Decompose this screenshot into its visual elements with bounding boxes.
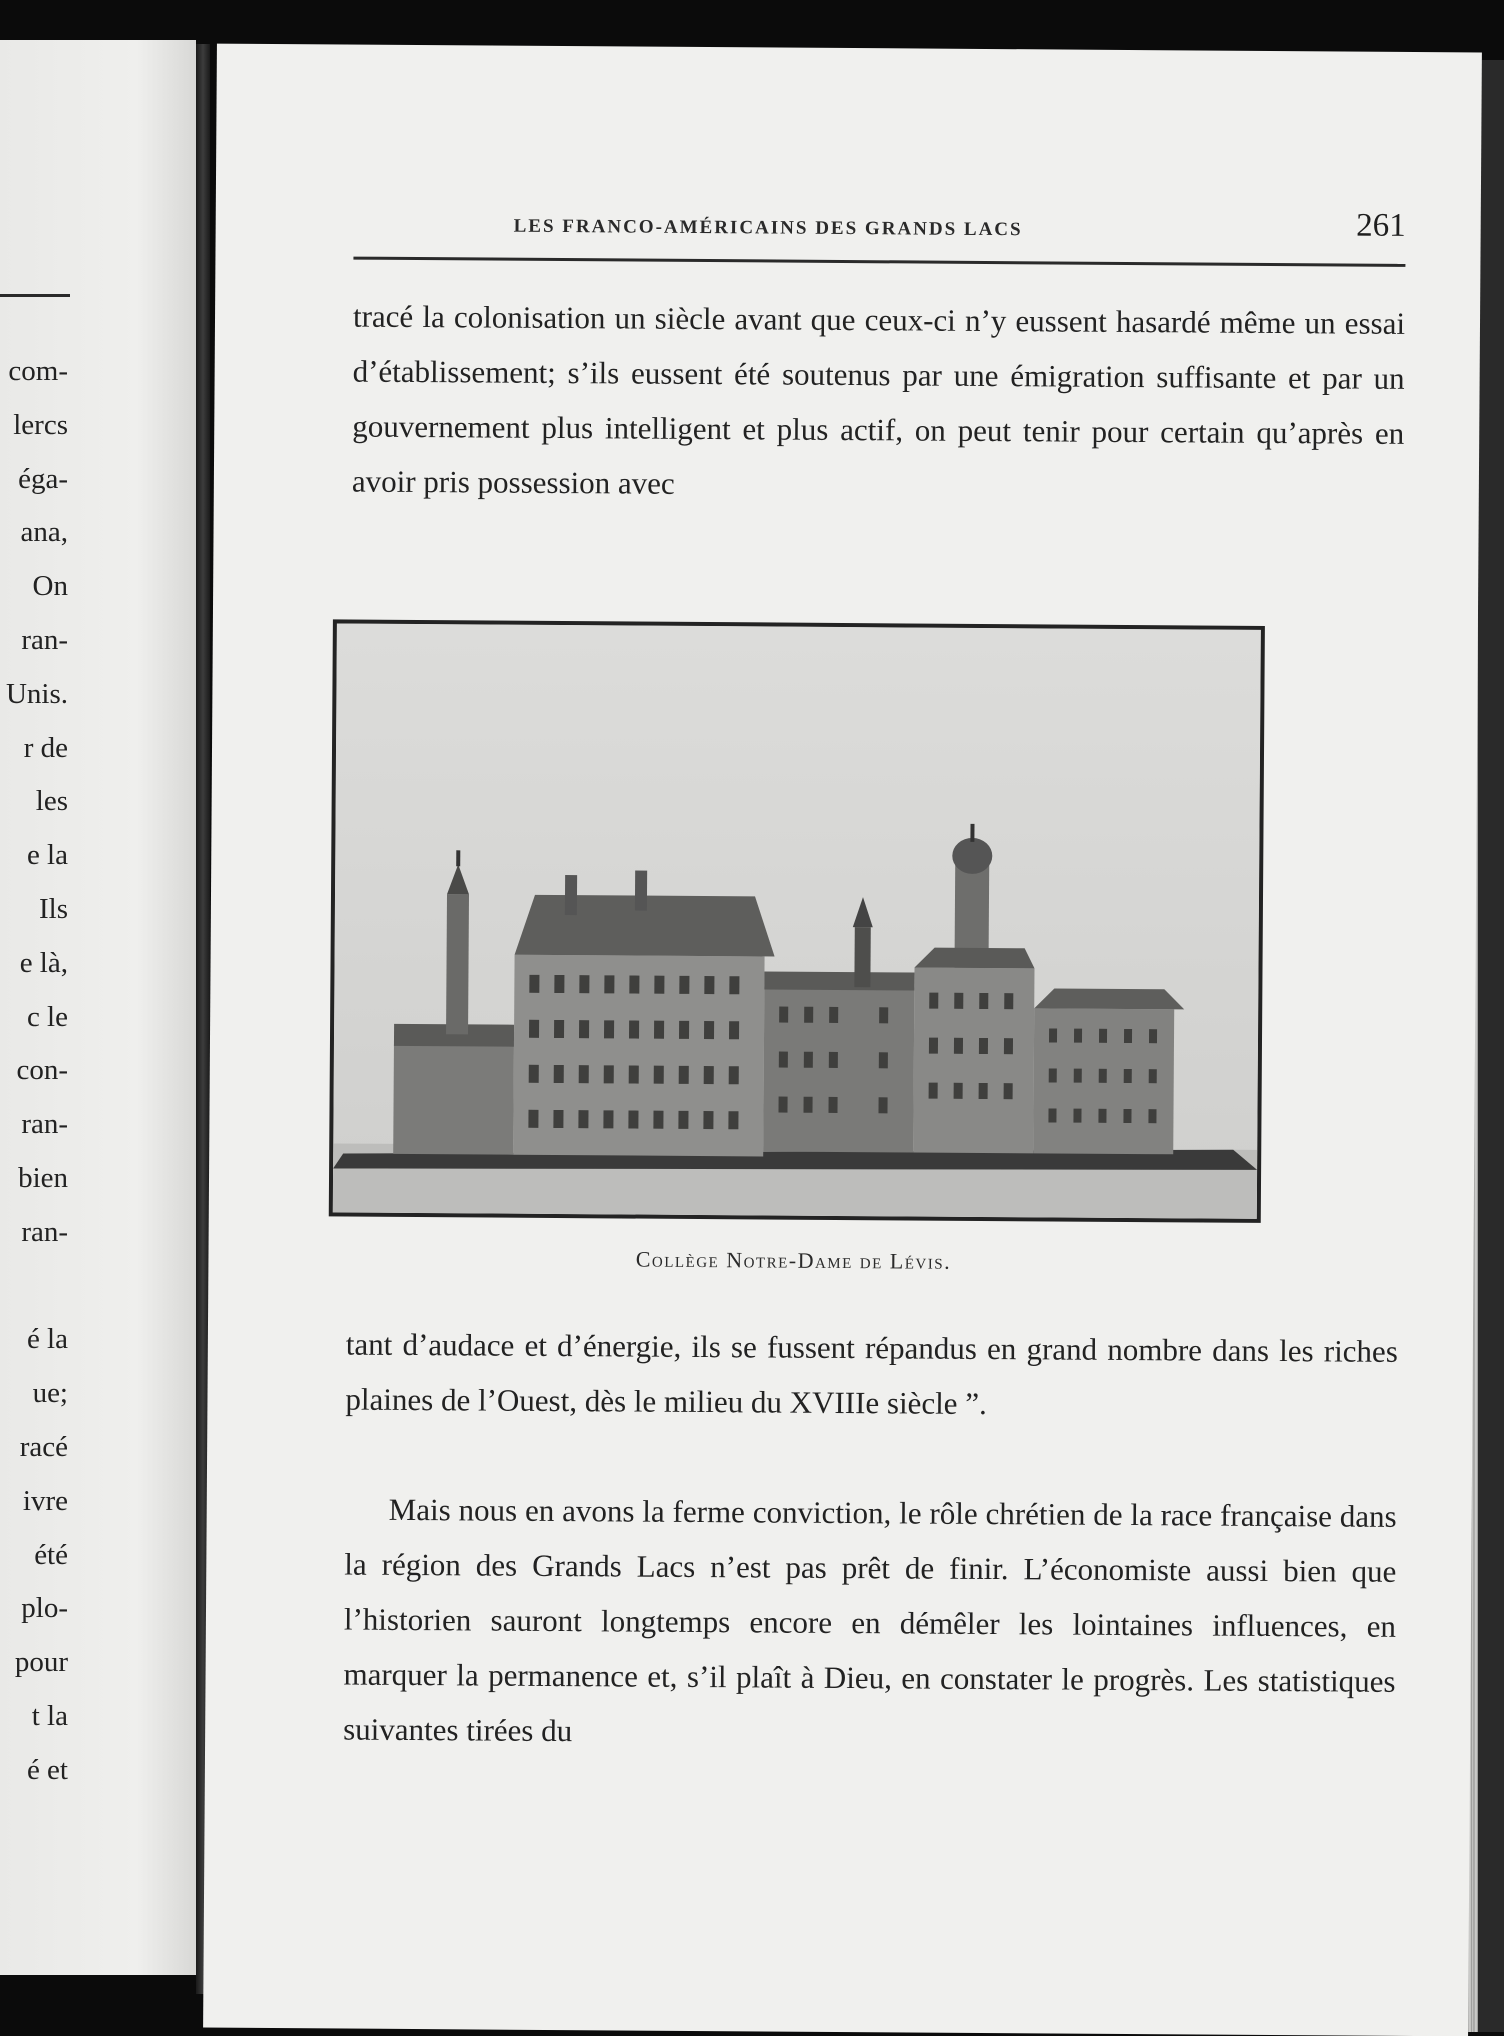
previous-page-line: éga- bbox=[18, 462, 68, 495]
running-title: LES FRANCO-AMÉRICAINS DES GRANDS LACS bbox=[513, 215, 1023, 241]
previous-page-line: lercs bbox=[13, 408, 68, 441]
previous-page-line: c le bbox=[26, 1000, 68, 1033]
previous-page-line: ue; bbox=[32, 1377, 68, 1410]
previous-page-line: pour bbox=[14, 1646, 68, 1679]
previous-page-line: été bbox=[34, 1538, 68, 1571]
previous-page-line: e là, bbox=[19, 946, 68, 979]
book-page bbox=[203, 44, 1482, 2036]
previous-page-header-rule bbox=[0, 294, 70, 297]
previous-page-line: é et bbox=[26, 1753, 68, 1786]
previous-page-line bbox=[6, 1260, 68, 1314]
previous-page-text bbox=[6, 345, 68, 1798]
previous-page-line: ran- bbox=[21, 623, 68, 656]
previous-page-line: ran- bbox=[21, 1215, 68, 1248]
page-number: 261 bbox=[1356, 207, 1406, 244]
previous-page-line: é la bbox=[26, 1323, 68, 1356]
previous-page-line: plo- bbox=[21, 1592, 68, 1625]
previous-page-line: Ils bbox=[39, 892, 68, 925]
previous-page bbox=[0, 40, 196, 1975]
previous-page-line: t la bbox=[31, 1699, 68, 1732]
college-building-illustration bbox=[333, 623, 1261, 1218]
previous-page-line: Unis. bbox=[5, 677, 68, 710]
previous-page-line: com- bbox=[8, 355, 68, 387]
page-header bbox=[353, 193, 1405, 260]
paragraph-continuation: tant d’audace et d’énergie, ils se fussent répandus en grand nombre dans les riches plaines de l’Ouest, dès le milieu du XVIIIe siècle ”. bbox=[345, 1326, 1398, 1422]
paragraph-top: tracé la colonisation un siècle avant que ceux-ci n’y eussent hasardé même un essai d’établissement; s’ils eussent été soutenus par une émigration suffisante et par un gouvernement plus intelligent et plus actif, on peut tenir pour certain qu’après en avoir pris possession avec bbox=[351, 298, 1406, 501]
previous-page-line: racé bbox=[19, 1430, 68, 1463]
college-photograph bbox=[329, 619, 1265, 1222]
book-cover-edge bbox=[1478, 60, 1504, 2032]
previous-page-line: e la bbox=[26, 839, 68, 872]
paragraph-next: Mais nous en avons la ferme conviction, le rôle chrétien de la race française dans la région des Grands Lacs n’est pas prêt de finir. L’économiste aussi bien que l’historien sauront longtemps encore en démêler les lointaines influences, en marquer la permanence et, s’il plaît à Dieu, en constater le progrès. Les statistiques suivantes tirées du bbox=[343, 1491, 1397, 1749]
previous-page-line: con- bbox=[16, 1054, 68, 1087]
previous-page-line: ivre bbox=[22, 1484, 68, 1517]
previous-page-line: bien bbox=[18, 1161, 68, 1194]
previous-page-line: ana, bbox=[20, 516, 68, 549]
previous-page-line: les bbox=[35, 785, 68, 818]
previous-page-line: ran- bbox=[21, 1108, 68, 1141]
previous-page-line: r de bbox=[23, 731, 68, 764]
figure-caption: Collège Notre-Dame de Lévis. bbox=[635, 1246, 952, 1274]
previous-page-line: On bbox=[32, 570, 68, 603]
